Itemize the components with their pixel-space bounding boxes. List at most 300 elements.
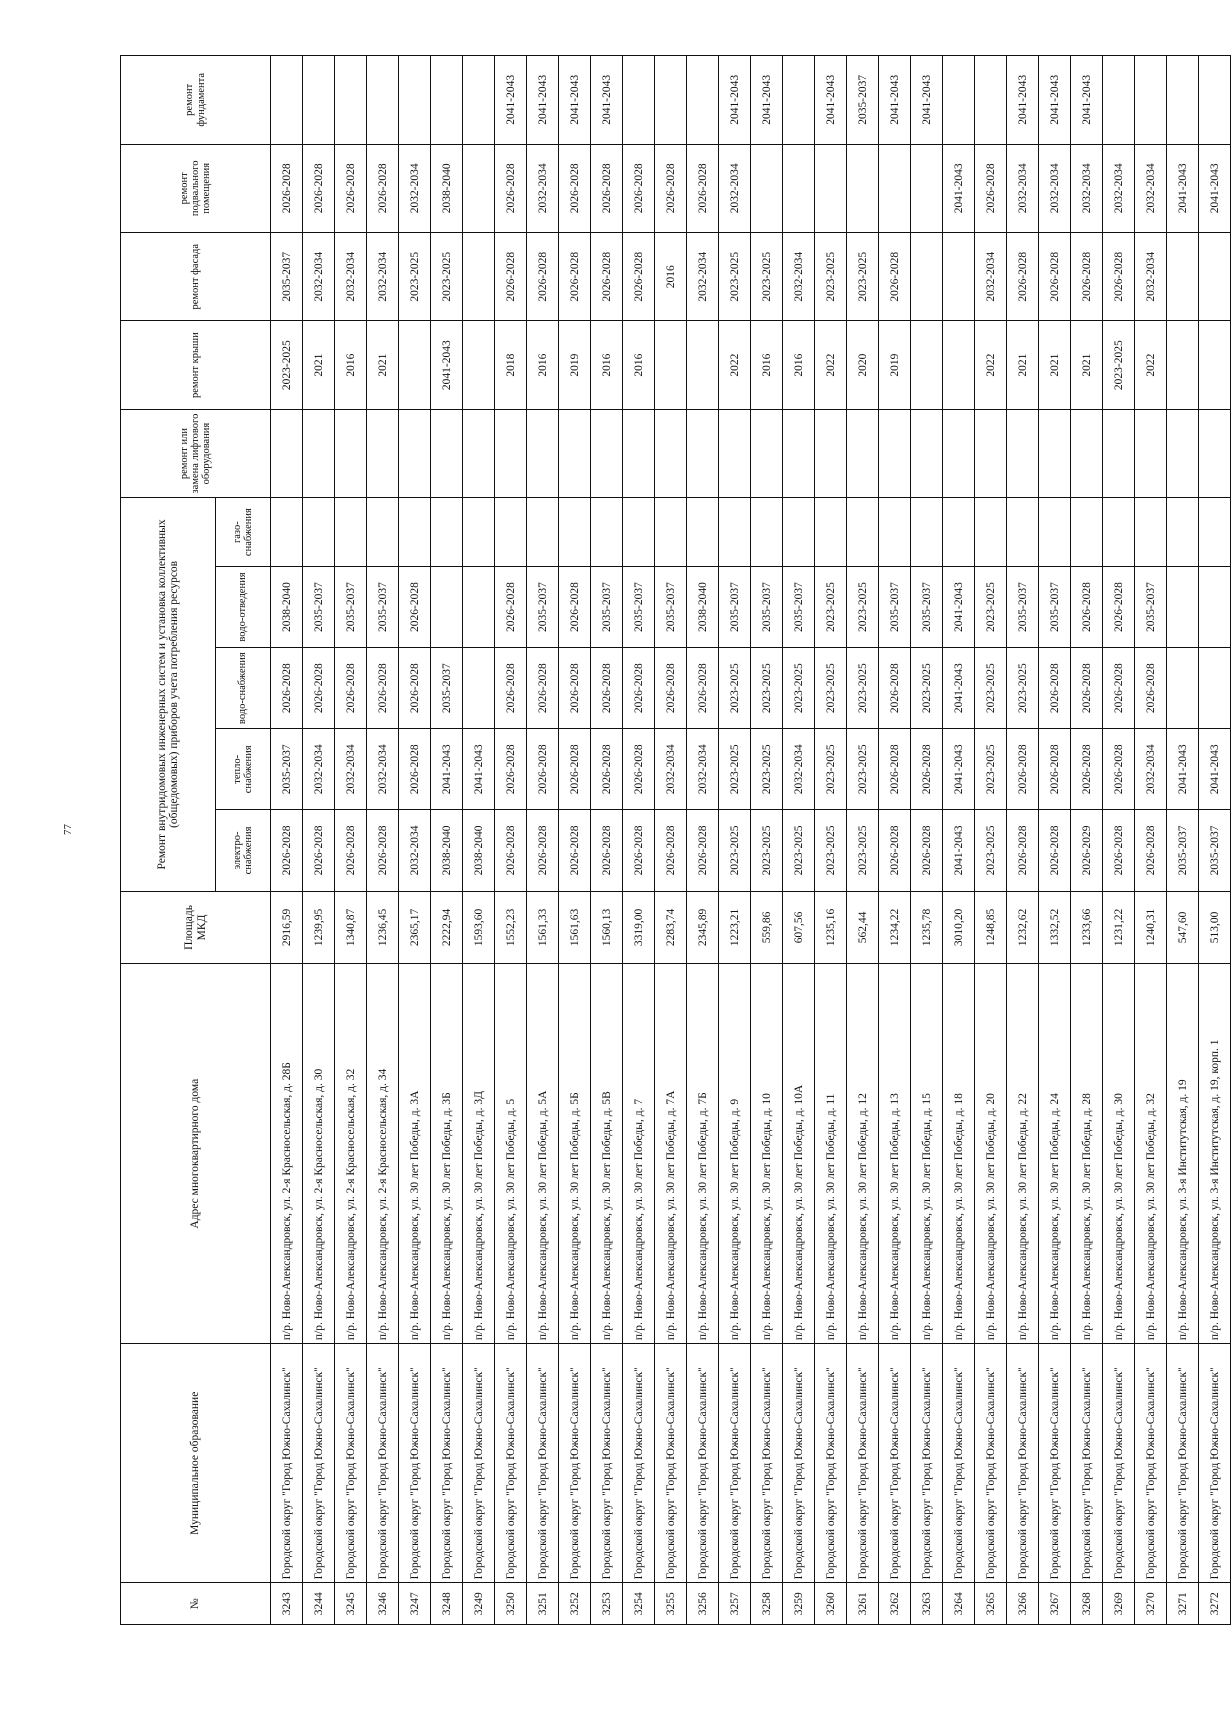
- foundation-cell: 2041-2043: [591, 56, 623, 145]
- row-number: 3267: [1039, 1583, 1071, 1625]
- water-cell: 2023-2025: [751, 648, 783, 729]
- facade-cell: 2023-2025: [719, 233, 751, 321]
- facade-cell: 2026-2028: [527, 233, 559, 321]
- water-cell: 2026-2028: [335, 648, 367, 729]
- electric-cell: 2035-2037: [1199, 810, 1231, 891]
- electric-cell: 2026-2028: [655, 810, 687, 891]
- water-cell: 2026-2028: [527, 648, 559, 729]
- gas-cell: [1007, 498, 1039, 567]
- gas-cell: [559, 498, 591, 567]
- elevator-cell: [495, 409, 527, 497]
- basement-cell: 2026-2028: [655, 144, 687, 232]
- foundation-cell: 2041-2043: [495, 56, 527, 145]
- table-row: [1007, 56, 1039, 1625]
- basement-cell: 2026-2028: [591, 144, 623, 232]
- foundation-cell: [623, 56, 655, 145]
- roof-cell: 2022: [1135, 321, 1167, 409]
- electric-cell: 2038-2040: [431, 810, 463, 891]
- elevator-cell: [1167, 409, 1199, 497]
- row-number: 3248: [431, 1583, 463, 1625]
- municipality-cell: Городской округ "Город Южно-Сахалинск": [1199, 1344, 1231, 1583]
- elevator-cell: [879, 409, 911, 497]
- address-cell: п/р. Ново-Александровск, ул. 30 лет Победы, д. 7А: [655, 964, 687, 1344]
- electric-cell: 2023-2025: [783, 810, 815, 891]
- address-cell: п/р. Ново-Александровск, ул. 30 лет Победы, д. 28: [1071, 964, 1103, 1344]
- area-cell: 547,60: [1167, 891, 1199, 964]
- electric-cell: 2032-2034: [399, 810, 431, 891]
- sewer-cell: 2026-2028: [1103, 566, 1135, 647]
- elevator-cell: [943, 409, 975, 497]
- sewer-cell: 2035-2037: [1135, 566, 1167, 647]
- roof-cell: 2021: [1007, 321, 1039, 409]
- row-number: 3250: [495, 1583, 527, 1625]
- gas-cell: [335, 498, 367, 567]
- foundation-cell: [943, 56, 975, 145]
- area-cell: 1231,22: [1103, 891, 1135, 964]
- municipality-cell: Городской округ "Город Южно-Сахалинск": [1135, 1344, 1167, 1583]
- water-cell: 2026-2028: [303, 648, 335, 729]
- elevator-cell: [655, 409, 687, 497]
- row-number: 3247: [399, 1583, 431, 1625]
- table-row: [911, 56, 943, 1625]
- roof-cell: 2021: [367, 321, 399, 409]
- area-cell: 1561,33: [527, 891, 559, 964]
- water-cell: 2026-2028: [1135, 648, 1167, 729]
- address-cell: п/р. Ново-Александровск, ул. 30 лет Победы, д. 5: [495, 964, 527, 1344]
- water-cell: 2023-2025: [815, 648, 847, 729]
- electric-cell: 2026-2028: [591, 810, 623, 891]
- foundation-cell: 2041-2043: [1071, 56, 1103, 145]
- water-cell: 2023-2025: [975, 648, 1007, 729]
- foundation-cell: 2041-2043: [879, 56, 911, 145]
- address-cell: п/р. Ново-Александровск, ул. 30 лет Победы, д. 7: [623, 964, 655, 1344]
- elevator-cell: [1103, 409, 1135, 497]
- sewer-cell: [1167, 566, 1199, 647]
- foundation-cell: [271, 56, 303, 145]
- gas-cell: [431, 498, 463, 567]
- table-row: [687, 56, 719, 1625]
- header-engineering-group: Ремонт внутридомовых инженерных систем и установка коллективных (общедомовых) приборов учета потребления ресурсов: [121, 498, 216, 891]
- water-cell: 2026-2028: [623, 648, 655, 729]
- sewer-cell: 2035-2037: [303, 566, 335, 647]
- area-cell: 2222,94: [431, 891, 463, 964]
- area-cell: 1234,22: [879, 891, 911, 964]
- header-facade: ремонт фасада: [121, 233, 271, 321]
- address-cell: п/р. Ново-Александровск, ул. 30 лет Победы, д. 12: [847, 964, 879, 1344]
- gas-cell: [367, 498, 399, 567]
- header-water: водо-снабжения: [216, 648, 271, 729]
- basement-cell: 2026-2028: [495, 144, 527, 232]
- table-row: [751, 56, 783, 1625]
- elevator-cell: [783, 409, 815, 497]
- gas-cell: [719, 498, 751, 567]
- table-row: [783, 56, 815, 1625]
- heat-cell: 2026-2028: [1103, 729, 1135, 810]
- table-row: [559, 56, 591, 1625]
- sewer-cell: 2026-2028: [399, 566, 431, 647]
- heat-cell: 2041-2043: [1199, 729, 1231, 810]
- facade-cell: [463, 233, 495, 321]
- municipality-cell: Городской округ "Город Южно-Сахалинск": [623, 1344, 655, 1583]
- row-number: 3246: [367, 1583, 399, 1625]
- gas-cell: [1039, 498, 1071, 567]
- table-row: [1103, 56, 1135, 1625]
- header-sewer: водо-отведения: [216, 566, 271, 647]
- basement-cell: 2032-2034: [1135, 144, 1167, 232]
- facade-cell: 2016: [655, 233, 687, 321]
- sewer-cell: 2035-2037: [879, 566, 911, 647]
- row-number: 3254: [623, 1583, 655, 1625]
- gas-cell: [847, 498, 879, 567]
- foundation-cell: 2041-2043: [751, 56, 783, 145]
- electric-cell: 2023-2025: [719, 810, 751, 891]
- heat-cell: 2026-2028: [911, 729, 943, 810]
- municipality-cell: Городской округ "Город Южно-Сахалинск": [1167, 1344, 1199, 1583]
- facade-cell: [1167, 233, 1199, 321]
- electric-cell: 2026-2028: [623, 810, 655, 891]
- foundation-cell: [655, 56, 687, 145]
- address-cell: п/р. Ново-Александровск, ул. 30 лет Победы, д. 24: [1039, 964, 1071, 1344]
- table-row: [335, 56, 367, 1625]
- foundation-cell: [335, 56, 367, 145]
- table-row: [1039, 56, 1071, 1625]
- roof-cell: 2022: [815, 321, 847, 409]
- table-row: [719, 56, 751, 1625]
- sewer-cell: 2035-2037: [751, 566, 783, 647]
- basement-cell: [783, 144, 815, 232]
- electric-cell: 2026-2029: [1071, 810, 1103, 891]
- row-number: 3249: [463, 1583, 495, 1625]
- facade-cell: 2026-2028: [1039, 233, 1071, 321]
- gas-cell: [751, 498, 783, 567]
- header-elevator: ремонт или замена лифтового оборудования: [121, 409, 271, 497]
- area-cell: 2916,59: [271, 891, 303, 964]
- water-cell: 2026-2028: [559, 648, 591, 729]
- municipality-cell: Городской округ "Город Южно-Сахалинск": [815, 1344, 847, 1583]
- municipality-cell: Городской округ "Город Южно-Сахалинск": [975, 1344, 1007, 1583]
- facade-cell: 2026-2028: [623, 233, 655, 321]
- header-heat: тепло-снабжения: [216, 729, 271, 810]
- roof-cell: [399, 321, 431, 409]
- facade-cell: 2032-2034: [783, 233, 815, 321]
- sewer-cell: 2026-2028: [559, 566, 591, 647]
- row-number: 3266: [1007, 1583, 1039, 1625]
- basement-cell: 2032-2034: [1007, 144, 1039, 232]
- foundation-cell: 2041-2043: [911, 56, 943, 145]
- row-number: 3258: [751, 1583, 783, 1625]
- area-cell: 1235,78: [911, 891, 943, 964]
- basement-cell: 2026-2028: [623, 144, 655, 232]
- water-cell: 2023-2025: [783, 648, 815, 729]
- basement-cell: [879, 144, 911, 232]
- table-row: [495, 56, 527, 1625]
- row-number: 3262: [879, 1583, 911, 1625]
- facade-cell: 2023-2025: [815, 233, 847, 321]
- municipality-cell: Городской округ "Город Южно-Сахалинск": [911, 1344, 943, 1583]
- basement-cell: 2038-2040: [431, 144, 463, 232]
- electric-cell: 2026-2028: [495, 810, 527, 891]
- electric-cell: 2023-2025: [815, 810, 847, 891]
- area-cell: 1593,60: [463, 891, 495, 964]
- roof-cell: [1167, 321, 1199, 409]
- sewer-cell: 2026-2028: [1071, 566, 1103, 647]
- elevator-cell: [399, 409, 431, 497]
- municipality-cell: Городской округ "Город Южно-Сахалинск": [879, 1344, 911, 1583]
- heat-cell: 2032-2034: [303, 729, 335, 810]
- heat-cell: 2026-2028: [591, 729, 623, 810]
- gas-cell: [687, 498, 719, 567]
- roof-cell: 2022: [975, 321, 1007, 409]
- roof-cell: 2016: [751, 321, 783, 409]
- sewer-cell: 2035-2037: [335, 566, 367, 647]
- row-number: 3243: [271, 1583, 303, 1625]
- sewer-cell: 2035-2037: [527, 566, 559, 647]
- table-row: [879, 56, 911, 1625]
- facade-cell: [1199, 233, 1231, 321]
- elevator-cell: [1199, 409, 1231, 497]
- municipality-cell: Городской округ "Город Южно-Сахалинск": [463, 1344, 495, 1583]
- water-cell: 2041-2043: [943, 648, 975, 729]
- foundation-cell: [1199, 56, 1231, 145]
- roof-cell: 2016: [335, 321, 367, 409]
- foundation-cell: 2041-2043: [527, 56, 559, 145]
- heat-cell: 2026-2028: [1071, 729, 1103, 810]
- basement-cell: 2026-2028: [335, 144, 367, 232]
- header-roof: ремонт крыши: [121, 321, 271, 409]
- gas-cell: [463, 498, 495, 567]
- row-number: 3255: [655, 1583, 687, 1625]
- row-number: 3270: [1135, 1583, 1167, 1625]
- electric-cell: 2026-2028: [1135, 810, 1167, 891]
- gas-cell: [783, 498, 815, 567]
- basement-cell: [463, 144, 495, 232]
- sewer-cell: 2035-2037: [719, 566, 751, 647]
- roof-cell: [687, 321, 719, 409]
- roof-cell: 2023-2025: [271, 321, 303, 409]
- table-row: [463, 56, 495, 1625]
- area-cell: 1552,23: [495, 891, 527, 964]
- address-cell: п/р. Ново-Александровск, ул. 30 лет Победы, д. 22: [1007, 964, 1039, 1344]
- facade-cell: 2026-2028: [559, 233, 591, 321]
- heat-cell: 2023-2025: [751, 729, 783, 810]
- electric-cell: 2026-2028: [271, 810, 303, 891]
- gas-cell: [879, 498, 911, 567]
- heat-cell: 2026-2028: [879, 729, 911, 810]
- area-cell: 1248,85: [975, 891, 1007, 964]
- heat-cell: 2023-2025: [815, 729, 847, 810]
- gas-cell: [655, 498, 687, 567]
- foundation-cell: 2041-2043: [815, 56, 847, 145]
- basement-cell: 2032-2034: [1039, 144, 1071, 232]
- header-electric: электро-снабжения: [216, 810, 271, 891]
- electric-cell: 2026-2028: [911, 810, 943, 891]
- municipality-cell: Городской округ "Город Южно-Сахалинск": [783, 1344, 815, 1583]
- header-address: Адрес многоквартирного дома: [121, 964, 271, 1344]
- heat-cell: 2026-2028: [495, 729, 527, 810]
- area-cell: 607,56: [783, 891, 815, 964]
- electric-cell: 2026-2028: [1103, 810, 1135, 891]
- area-cell: 559,86: [751, 891, 783, 964]
- municipality-cell: Городской округ "Город Южно-Сахалинск": [303, 1344, 335, 1583]
- roof-cell: [463, 321, 495, 409]
- heat-cell: 2032-2034: [367, 729, 399, 810]
- address-cell: п/р. Ново-Александровск, ул. 3-я Институтская, д. 19: [1167, 964, 1199, 1344]
- facade-cell: 2026-2028: [495, 233, 527, 321]
- water-cell: 2026-2028: [591, 648, 623, 729]
- municipality-cell: Городской округ "Город Южно-Сахалинск": [399, 1344, 431, 1583]
- electric-cell: 2026-2028: [879, 810, 911, 891]
- row-number: 3253: [591, 1583, 623, 1625]
- basement-cell: 2041-2043: [1199, 144, 1231, 232]
- facade-cell: 2032-2034: [1135, 233, 1167, 321]
- municipality-cell: Городской округ "Город Южно-Сахалинск": [495, 1344, 527, 1583]
- facade-cell: 2032-2034: [303, 233, 335, 321]
- facade-cell: [911, 233, 943, 321]
- row-number: 3260: [815, 1583, 847, 1625]
- municipality-cell: Городской округ "Город Южно-Сахалинск": [751, 1344, 783, 1583]
- table-row: [975, 56, 1007, 1625]
- facade-cell: 2023-2025: [751, 233, 783, 321]
- address-cell: п/р. Ново-Александровск, ул. 30 лет Победы, д. 10: [751, 964, 783, 1344]
- roof-cell: 2041-2043: [431, 321, 463, 409]
- address-cell: п/р. Ново-Александровск, ул. 3-я Институтская, д. 19, корп. 1: [1199, 964, 1231, 1344]
- basement-cell: 2026-2028: [271, 144, 303, 232]
- municipality-cell: Городской округ "Город Южно-Сахалинск": [367, 1344, 399, 1583]
- table-row: [431, 56, 463, 1625]
- roof-cell: 2021: [303, 321, 335, 409]
- basement-cell: 2026-2028: [975, 144, 1007, 232]
- table-row: [399, 56, 431, 1625]
- gas-cell: [1135, 498, 1167, 567]
- water-cell: 2026-2028: [399, 648, 431, 729]
- address-cell: п/р. Ново-Александровск, ул. 30 лет Победы, д. 10А: [783, 964, 815, 1344]
- elevator-cell: [591, 409, 623, 497]
- gas-cell: [591, 498, 623, 567]
- heat-cell: 2023-2025: [975, 729, 1007, 810]
- heat-cell: 2032-2034: [783, 729, 815, 810]
- electric-cell: 2026-2028: [303, 810, 335, 891]
- gas-cell: [1103, 498, 1135, 567]
- municipality-cell: Городской округ "Город Южно-Сахалинск": [1071, 1344, 1103, 1583]
- elevator-cell: [1071, 409, 1103, 497]
- water-cell: 2023-2025: [1007, 648, 1039, 729]
- elevator-cell: [911, 409, 943, 497]
- gas-cell: [495, 498, 527, 567]
- area-cell: 1236,45: [367, 891, 399, 964]
- area-cell: 1232,62: [1007, 891, 1039, 964]
- foundation-cell: [463, 56, 495, 145]
- row-number: 3252: [559, 1583, 591, 1625]
- elevator-cell: [687, 409, 719, 497]
- address-cell: п/р. Ново-Александровск, ул. 30 лет Победы, д. 9: [719, 964, 751, 1344]
- municipality-cell: Городской округ "Город Южно-Сахалинск": [655, 1344, 687, 1583]
- water-cell: 2026-2028: [495, 648, 527, 729]
- area-cell: 1560,13: [591, 891, 623, 964]
- row-number: 3244: [303, 1583, 335, 1625]
- elevator-cell: [751, 409, 783, 497]
- gas-cell: [623, 498, 655, 567]
- header-municipality: Муниципальное образование: [121, 1344, 271, 1583]
- facade-cell: 2032-2034: [687, 233, 719, 321]
- gas-cell: [911, 498, 943, 567]
- elevator-cell: [847, 409, 879, 497]
- municipality-cell: Городской округ "Город Южно-Сахалинск": [1039, 1344, 1071, 1583]
- electric-cell: 2026-2028: [367, 810, 399, 891]
- page-number: 77: [62, 824, 74, 835]
- sewer-cell: [431, 566, 463, 647]
- roof-cell: 2016: [591, 321, 623, 409]
- heat-cell: 2026-2028: [1039, 729, 1071, 810]
- heat-cell: 2026-2028: [559, 729, 591, 810]
- electric-cell: 2026-2028: [1007, 810, 1039, 891]
- facade-cell: 2035-2037: [271, 233, 303, 321]
- basement-cell: 2026-2028: [687, 144, 719, 232]
- area-cell: 1223,21: [719, 891, 751, 964]
- header-num: №: [121, 1583, 271, 1625]
- row-number: 3271: [1167, 1583, 1199, 1625]
- heat-cell: 2032-2034: [335, 729, 367, 810]
- area-cell: 1240,31: [1135, 891, 1167, 964]
- foundation-cell: 2041-2043: [1007, 56, 1039, 145]
- facade-cell: 2023-2025: [431, 233, 463, 321]
- facade-cell: 2026-2028: [879, 233, 911, 321]
- facade-cell: 2026-2028: [1071, 233, 1103, 321]
- area-cell: 1239,95: [303, 891, 335, 964]
- municipality-cell: Городской округ "Город Южно-Сахалинск": [1007, 1344, 1039, 1583]
- electric-cell: 2023-2025: [975, 810, 1007, 891]
- row-number: 3264: [943, 1583, 975, 1625]
- header-gas: газо-снабжения: [216, 498, 271, 567]
- roof-cell: 2023-2025: [1103, 321, 1135, 409]
- roof-cell: 2019: [879, 321, 911, 409]
- gas-cell: [399, 498, 431, 567]
- sewer-cell: 2023-2025: [847, 566, 879, 647]
- heat-cell: 2032-2034: [1135, 729, 1167, 810]
- basement-cell: 2041-2043: [943, 144, 975, 232]
- basement-cell: 2032-2034: [719, 144, 751, 232]
- sewer-cell: 2038-2040: [271, 566, 303, 647]
- municipality-cell: Городской округ "Город Южно-Сахалинск": [591, 1344, 623, 1583]
- basement-cell: [911, 144, 943, 232]
- area-cell: 1235,16: [815, 891, 847, 964]
- heat-cell: 2023-2025: [847, 729, 879, 810]
- foundation-cell: 2035-2037: [847, 56, 879, 145]
- facade-cell: 2026-2028: [1103, 233, 1135, 321]
- sewer-cell: [1199, 566, 1231, 647]
- address-cell: п/р. Ново-Александровск, ул. 30 лет Победы, д. 3Б: [431, 964, 463, 1344]
- water-cell: 2026-2028: [367, 648, 399, 729]
- water-cell: 2023-2025: [847, 648, 879, 729]
- basement-cell: [815, 144, 847, 232]
- basement-cell: 2026-2028: [367, 144, 399, 232]
- sewer-cell: 2035-2037: [1039, 566, 1071, 647]
- row-number: 3265: [975, 1583, 1007, 1625]
- table-row: [367, 56, 399, 1625]
- municipality-cell: Городской округ "Город Южно-Сахалинск": [687, 1344, 719, 1583]
- municipality-cell: Городской округ "Город Южно-Сахалинск": [527, 1344, 559, 1583]
- row-number: 3251: [527, 1583, 559, 1625]
- foundation-cell: [783, 56, 815, 145]
- municipality-cell: Городской округ "Город Южно-Сахалинск": [1103, 1344, 1135, 1583]
- sewer-cell: 2035-2037: [591, 566, 623, 647]
- water-cell: [1167, 648, 1199, 729]
- electric-cell: 2026-2028: [687, 810, 719, 891]
- heat-cell: 2023-2025: [719, 729, 751, 810]
- row-number: 3261: [847, 1583, 879, 1625]
- foundation-cell: [1135, 56, 1167, 145]
- elevator-cell: [975, 409, 1007, 497]
- elevator-cell: [1039, 409, 1071, 497]
